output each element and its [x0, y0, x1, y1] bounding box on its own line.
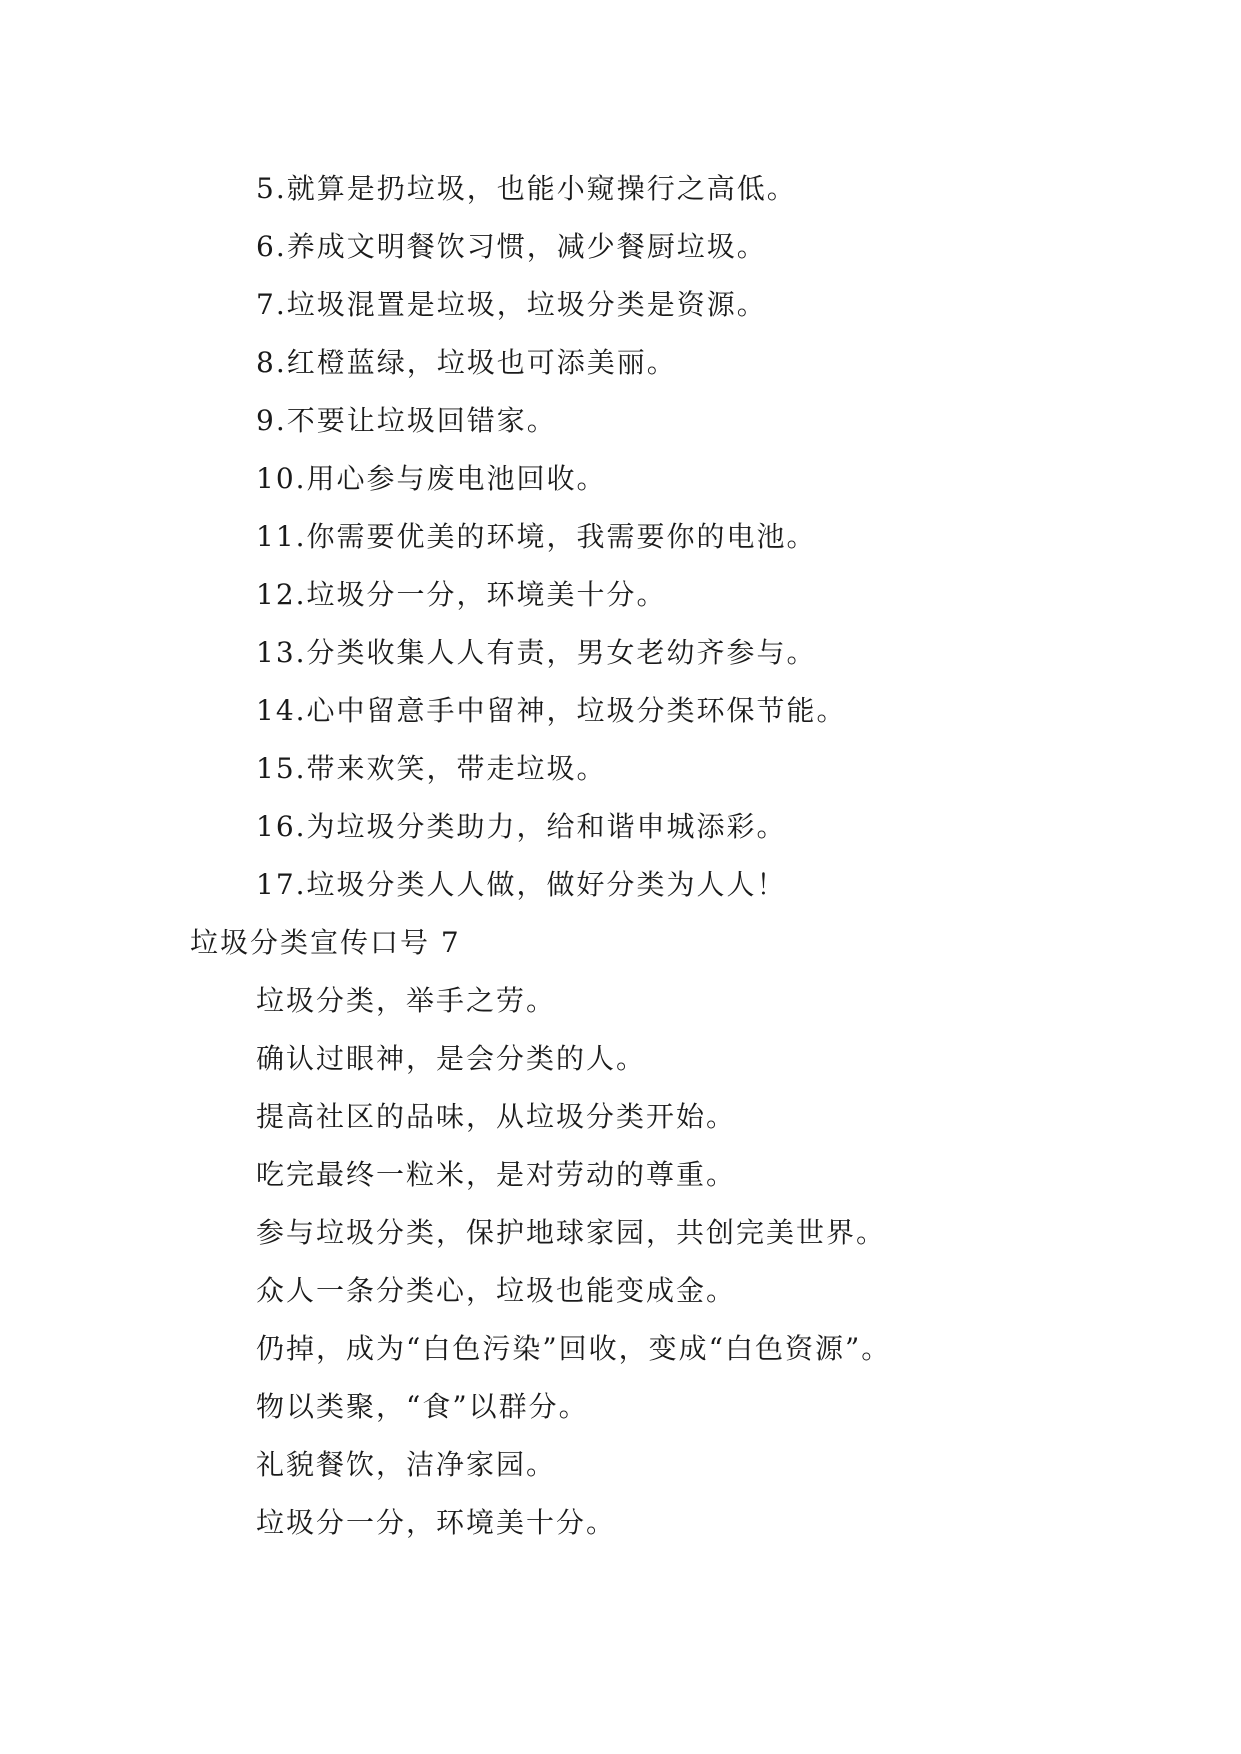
- slogan-line: 吃完最终一粒米，是对劳动的尊重。: [256, 1158, 737, 1191]
- list-item: 13.分类收集人人有责，男女老幼齐参与。: [256, 636, 817, 669]
- list-item: 7.垃圾混置是垃圾，垃圾分类是资源。: [256, 288, 767, 321]
- list-item: 15.带来欢笑，带走垃圾。: [256, 752, 607, 785]
- slogan-line: 仍掉，成为“白色污染”回收，变成“白色资源”。: [256, 1332, 892, 1365]
- list-item: 12.垃圾分一分，环境美十分。: [256, 578, 667, 611]
- list-item: 6.养成文明餐饮习惯，减少餐厨垃圾。: [256, 230, 767, 263]
- section-heading: 垃圾分类宣传口号 7: [190, 926, 461, 959]
- slogan-line: 垃圾分类，举手之劳。: [256, 984, 557, 1017]
- list-item: 9.不要让垃圾回错家。: [256, 404, 557, 437]
- slogan-line: 参与垃圾分类，保护地球家园，共创完美世界。: [256, 1216, 887, 1249]
- list-item: 14.心中留意手中留神，垃圾分类环保节能。: [256, 694, 847, 727]
- slogan-line: 提高社区的品味，从垃圾分类开始。: [256, 1100, 737, 1133]
- slogan-line: 物以类聚，“食”以群分。: [256, 1390, 589, 1423]
- list-item: 8.红橙蓝绿，垃圾也可添美丽。: [256, 346, 677, 379]
- slogan-line: 礼貌餐饮，洁净家园。: [256, 1448, 557, 1481]
- list-item: 11.你需要优美的环境，我需要你的电池。: [256, 520, 817, 553]
- slogan-line: 众人一条分类心，垃圾也能变成金。: [256, 1274, 737, 1307]
- slogan-line: 垃圾分一分，环境美十分。: [256, 1506, 617, 1539]
- document-body: [190, 160, 1090, 1552]
- list-item: 5.就算是扔垃圾，也能小窥操行之高低。: [256, 172, 797, 205]
- slogan-line: 确认过眼神，是会分类的人。: [256, 1042, 647, 1075]
- list-item: 17.垃圾分类人人做，做好分类为人人！: [256, 868, 787, 901]
- list-item: 10.用心参与废电池回收。: [256, 462, 607, 495]
- list-item: 16.为垃圾分类助力，给和谐申城添彩。: [256, 810, 787, 843]
